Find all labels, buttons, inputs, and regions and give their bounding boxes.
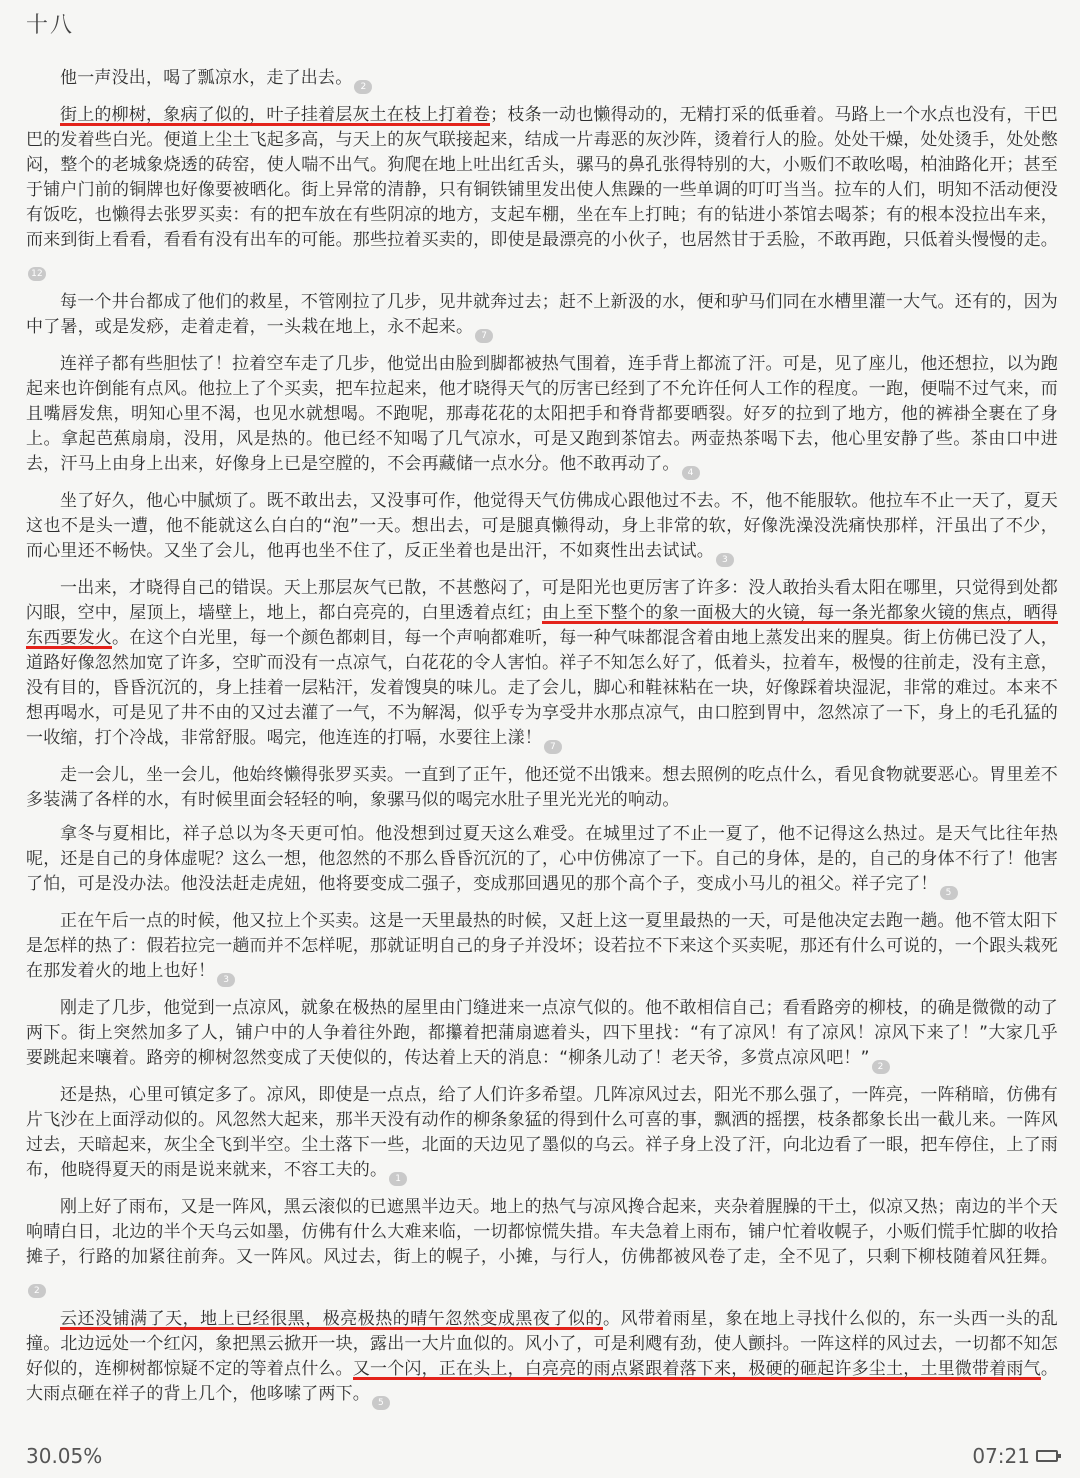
- text-segment: 他一声没出，喝了瓢凉水，走了出去。: [60, 68, 353, 88]
- text-segment: 刚上好了雨布，又是一阵风，黑云滚似的已遮黑半边天。地上的热气与凉风搀合起来，夹杂着腥臊的干土，似凉又热；南边的半个天响晴白日，北边的半个天乌云如墨，仿佛有什么大难来临，一切都惊慌失措。车夫急着上雨布，铺户忙着收幌子，小贩们慌手忙脚的收拾摊子，行路的加紧往前奔。又一阵风。风过去，街上的幌子，小摊，与行人，仿佛都被风卷了走，全不见了，只剩下柳枝随着风狂舞。: [26, 1197, 1058, 1267]
- text-segment: 坐了好久，他心中腻烦了。既不敢出去，又没事可作，他觉得天气仿佛成心跟他过不去。不，他不能服软。他拉车不止一天了，夏天这也不是头一遭，他不能就这么白白的“泡”一天。想出去，可是腿真懒得动，身上非常的软，好像洗澡没洗痛快那样，汗虽出了不少，而心里还不畅快。又坐了会儿，他再也坐不住了，反正坐着也是出汗，不如爽性出去试试。: [26, 491, 1058, 561]
- text-segment: 每一个井台都成了他们的救星，不管刚拉了几步，见井就奔过去；赶不上新汲的水，便和驴马们同在水槽里灌一大气。还有的，因为中了暑，或是发痧，走着走着，一头栽在地上，永不起来。: [26, 292, 1058, 337]
- paragraph[interactable]: [26, 1307, 1058, 1410]
- text-segment: 刚走了几步，他觉到一点凉风，就象在极热的屋里由门缝进来一点凉气似的。他不敢相信自己；看看路旁的柳枝，的确是微微的动了两下。街上突然加多了人，铺户中的人争着往外跑，都攥着把蒲扇遮着头，四下里找：“有了凉风！有了凉风！凉风下来了！”大家几乎要跳起来嚷着。路旁的柳树忽然变成了天使似的，传达着上天的消息：“柳条儿动了！老天爷，多赏点凉风吧！”: [26, 998, 1058, 1068]
- paragraph[interactable]: [26, 763, 1058, 813]
- text-segment: 一出来，才晓得自己的错误。天上那层灰气已散，不甚憋闷了，可是阳光也更厉害了许多：没人敢抬头看太阳在哪里，只觉得到处都闪眼，空中，屋顶上，墙壁上，地上，都白亮亮的，白里透着点红；: [26, 578, 1058, 623]
- comment-count-badge[interactable]: 7: [475, 329, 493, 343]
- comment-count-badge[interactable]: 12: [28, 267, 46, 281]
- paragraph[interactable]: [26, 66, 1058, 94]
- comment-count-badge[interactable]: 2: [872, 1060, 890, 1074]
- comment-count-badge[interactable]: 5: [372, 1396, 390, 1410]
- paragraph[interactable]: [26, 489, 1058, 567]
- text-segment: 。大雨点砸在祥子的背上几个，他哆嗦了两下。: [26, 1359, 1059, 1404]
- highlighted-text[interactable]: 云还没铺满了天，地上已经很黑，极亮极热的晴午忽然变成黑夜了似的: [60, 1309, 603, 1329]
- comment-count-badge[interactable]: 3: [217, 973, 235, 987]
- paragraph[interactable]: [26, 1195, 1058, 1298]
- paragraph[interactable]: [26, 909, 1058, 987]
- text-segment: 走一会儿，坐一会儿，他始终懒得张罗买卖。一直到了正午，他还觉不出饿来。想去照例的吃点什么，看见食物就要恶心。胃里差不多装满了各样的水，有时候里面会轻轻的响，象骡马似的喝完水肚子里光光光的响动。: [26, 765, 1058, 810]
- comment-count-badge[interactable]: 5: [940, 886, 958, 900]
- paragraph[interactable]: [26, 103, 1058, 281]
- text-segment: ；枝条一动也懒得动的，无精打采的低垂着。马路上一个水点也没有，干巴巴的发着些白光。便道上尘土飞起多高，与天上的灰气联接起来，结成一片毒恶的灰沙阵，烫着行人的脸。处处干燥，处处烫手，处处憋闷，整个的老城象烧透的砖窑，使人喘不出气。狗爬在地上吐出红舌头，骡马的鼻孔张得特别的大，小贩们不敢吆喝，柏油路化开；甚至于铺户门前的铜牌也好像要被晒化。街上异常的清静，只有铜铁铺里发出使人焦躁的一些单调的叮叮当当。拉车的人们，明知不活动便没有饭吃，也懒得去张罗买卖：有的把车放在有些阴凉的地方，支起车棚，坐在车上打盹；有的钻进小茶馆去喝茶；有的根本没拉出车来，而来到街上看看，看看有没有出车的可能。那些拉着买卖的，即使是最漂亮的小伙子，也居然甘于丢脸，不敢再跑，只低着头慢慢的走。: [26, 105, 1058, 250]
- battery-icon: [1036, 1450, 1058, 1462]
- comment-count-badge[interactable]: 2: [354, 80, 372, 94]
- text-segment: 拿冬与夏相比，祥子总以为冬天更可怕。他没想到过夏天这么难受。在城里过了不止一夏了，他不记得这么热过。是天气比往年热呢，还是自己的身体虚呢？这么一想，他忽然的不那么昏昏沉沉的了，心中仿佛凉了一下。自己的身体，是的，自己的身体不行了！他害了怕，可是没办法。他没法赶走虎妞，他将要变成二强子，变成那回遇见的那个高个子，变成小马儿的祖父。祥子完了！: [26, 824, 1058, 894]
- reading-text-body[interactable]: [26, 66, 1058, 1419]
- text-segment: 。风带着雨星，象在地上寻找什么似的，东一头西一头的乱撞。北边远处一个红闪，象把黑云掀开一块，露出一大片血似的。风小了，可是利飕有劲，使人颤抖。一阵这样的风过去，一切都不知怎好似的，连柳树都惊疑不定的等着点什么。: [26, 1309, 1059, 1379]
- highlighted-text[interactable]: 由上至下整个的象一面极大的火镜，每一条光都象火镜的焦点，晒得东西要发火: [26, 603, 1058, 648]
- comment-count-badge[interactable]: 2: [28, 1284, 46, 1298]
- text-segment: 还是热，心里可镇定多了。凉风，即使是一点点，给了人们许多希望。几阵凉风过去，阳光不那么强了，一阵亮，一阵稍暗，仿佛有片飞沙在上面浮动似的。风忽然大起来，那半天没有动作的柳条象猛的得到什么可喜的事，飘洒的摇摆，枝条都象长出一截儿来。一阵风过去，天暗起来，灰尘全飞到半空。尘土落下一些，北面的天边见了墨似的乌云。祥子身上没了汗，向北边看了一眼，把车停住，上了雨布，他晓得夏天的雨是说来就来，不容工夫的。: [26, 1085, 1058, 1180]
- comment-count-badge[interactable]: 1: [389, 1172, 407, 1186]
- highlighted-text[interactable]: 又一个闪，正在头上，白亮亮的雨点紧跟着落下来，极硬的砸起许多尘土，土里微带着雨气: [352, 1359, 1041, 1379]
- comment-count-badge[interactable]: 7: [544, 740, 562, 754]
- text-segment: 。在这个白光里，每一个颜色都刺目，每一个声响都难听，每一种气味都混含着由地上蒸发出来的腥臭。街上仿佛已没了人，道路好像忽然加宽了许多，空旷而没有一点凉气，白花花的令人害怕。祥子不知怎么好了，低着头，拉着车，极慢的往前走，没有主意，没有目的，昏昏沉沉的，身上挂着一层粘汗，发着馊臭的味儿。走了会儿，脚心和鞋袜粘在一块，好像踩着块湿泥，非常的难过。本来不想再喝水，可是见了井不由的又过去灌了一气，不为解渴，似乎专为享受井水那点凉气，由口腔到胃中，忽然凉了一下，身上的毛孔猛的一收缩，打个冷战，非常舒服。喝完，他连连的打嗝，水要往上漾！: [26, 628, 1058, 748]
- comment-count-badge[interactable]: 4: [682, 466, 700, 480]
- clock-time: 07:21: [972, 1444, 1030, 1468]
- text-segment: 连祥子都有些胆怯了！拉着空车走了几步，他觉出由脸到脚都被热气围着，连手背上都流了汗。可是，见了座儿，他还想拉，以为跑起来也许倒能有点风。他拉上了个买卖，把车拉起来，他才晓得天气的厉害已经到了不允许任何人工作的程度。一跑，便喘不过气来，而且嘴唇发焦，明知心里不渴，也见水就想喝。不跑呢，那毒花花的太阳把手和脊背都要晒裂。好歹的拉到了地方，他的裤褂全裹在了身上。拿起芭蕉扇扇，没用，风是热的。他已经不知喝了几气凉水，可是又跑到茶馆去。两壶热茶喝下去，他心里安静了些。茶由口中进去，汗马上由身上出来，好像身上已是空膛的，不会再藏储一点水分。他不敢再动了。: [26, 354, 1058, 474]
- paragraph[interactable]: [26, 576, 1058, 754]
- chapter-title: 十八: [26, 13, 75, 38]
- comment-count-badge[interactable]: 3: [716, 553, 734, 567]
- paragraph[interactable]: [26, 822, 1058, 900]
- text-segment: 正在午后一点的时候，他又拉上个买卖。这是一天里最热的时候，又赶上这一夏里最热的一天，可是他决定去跑一趟。他不管太阳下是怎样的热了：假若拉完一趟而并不怎样呢，那就证明自己的身子并没坏；设若拉不下来这个买卖呢，那还有什么可说的，一个跟头栽死在那发着火的地上也好！: [26, 911, 1058, 981]
- reading-progress: 30.05%: [26, 1444, 103, 1468]
- paragraph[interactable]: [26, 996, 1058, 1074]
- paragraph[interactable]: [26, 290, 1058, 343]
- status-area: [972, 1444, 1058, 1468]
- paragraph[interactable]: [26, 1083, 1058, 1186]
- highlighted-text[interactable]: 街上的柳树，象病了似的，叶子挂着层灰土在枝上打着卷: [60, 105, 491, 125]
- paragraph[interactable]: [26, 352, 1058, 480]
